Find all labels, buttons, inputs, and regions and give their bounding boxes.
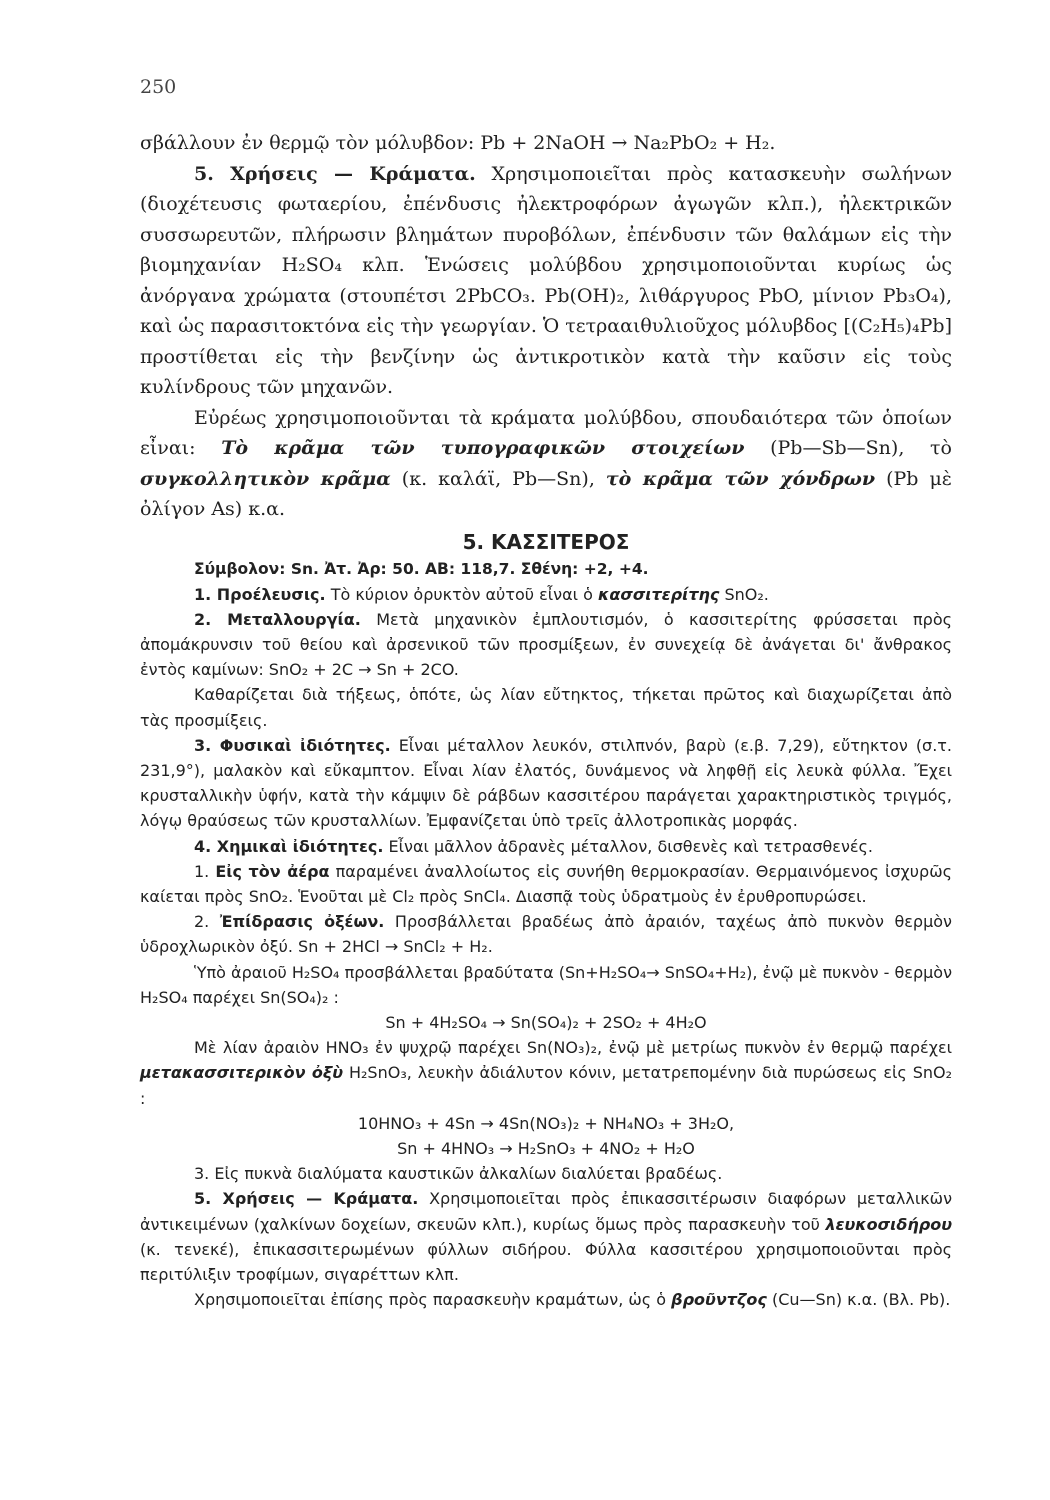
equation-nitric-1: 10HNO₃ + 4Sn → 4Sn(NO₃)₂ + NH₄NO₃ + 3H₂O,: [357, 1113, 735, 1133]
acid-text: Προσβάλλεται βραδέως ἀπὸ ἀραιόν, ταχέως ἀπὸ πυκνὸν θερμὸν ὑδροχλωρικὸν ὀξύ. Sn + 2HCl → SnCl₂ + H₂.: [140, 912, 952, 957]
origin-formula: SnO₂.: [719, 584, 769, 604]
lead-alloys-text: (Pb—Sb—Sn), τὸ: [744, 437, 952, 459]
page-body: [140, 128, 952, 1312]
metallurgy-heading: 2. Μεταλλουργία.: [194, 609, 361, 629]
chemical-paragraph: [140, 834, 952, 859]
lead-alloys-text: (Pb μὲ ὀλίγον As) κ.α.: [140, 467, 952, 520]
metallurgy-text: Μετὰ μηχανικὸν ἐμπλουτισμόν, ὁ κασσιτερίτης φρύσσεται πρὸς ἀπομάκρυνσιν τοῦ θείου καὶ ἀρσενικοῦ τῶν προσμίξεων, ἐν συνεχείᾳ δὲ ἀνάγεται δι' ἄνθρακος ἐντὸς καμίνων: SnO₂ + 2C → Sn + 2CO.: [140, 609, 953, 680]
nitric-paragraph: [140, 1035, 952, 1111]
emphasis-shot-alloy: τὸ κρᾶμα τῶν χόνδρων: [605, 467, 876, 490]
air-text: παραμένει ἀναλλοίωτος εἰς συνήθη θερμοκρασίαν. Θερμαινόμενος ἰσχυρῶς καίεται πρὸς SnO₂. Ἑνοῦται μὲ Cl₂ πρὸς SnCl₄. Διασπᾷ τοὺς ὑδρατμοὺς ἐν ἐρυθροπυρώσει.: [140, 861, 953, 906]
emphasis-type-metal: Τὸ κρᾶμα τῶν τυπογραφικῶν στοιχείων: [221, 437, 745, 459]
uses-heading: 5. Χρήσεις — Κράματα.: [194, 1189, 419, 1209]
origin-heading: 1. Προέλευσις.: [194, 584, 326, 604]
chemical-heading: 4. Χημικαὶ ἰδιότητες.: [194, 836, 384, 856]
emphasis-solder: συγκολλητικὸν κρᾶμα: [140, 467, 391, 490]
nitric-text: H₂SnO₃, λευκὴν ἀδιάλυτον κόνιν, μετατρεπομένην διὰ πυρώσεως εἰς SnO₂ :: [140, 1063, 953, 1108]
uses-text: Χρησιμοποιεῖται πρὸς ἐπικασσιτέρωσιν διαφόρων μεταλλικῶν ἀντικειμένων (χαλκίνων δοχείων, σκευῶν κλπ.), κυρίως ὅμως πρὸς παρασκευὴν τοῦ: [140, 1189, 953, 1234]
emphasis-cassiterite: κασσιτερίτης: [598, 584, 720, 604]
uses-paragraph: [140, 1186, 952, 1287]
equation-sulfuric: Sn + 4H₂SO₄ → Sn(SO₄)₂ + 2SO₂ + 4H₂O: [385, 1012, 707, 1032]
lead-alloys-paragraph: [140, 403, 952, 525]
equation-nitric-2: Sn + 4HNO₃ → H₂SnO₃ + 4NO₂ + H₂O: [397, 1138, 695, 1158]
lead-uses-text: Χρησιμοποιεῖται πρὸς κατασκευὴν σωλήνων (διοχέτευσις φωταερίου, ἐπένδυσις ἠλεκτροφόρων ἀγωγῶν κλπ.), ἠλεκτρικῶν συσσωρευτῶν, πλήρωσιν βλημάτων πυροβόλων, ἐπένδυσιν τῶν θαλάμων εἰς τὴν βιομηχανίαν H₂SO₄ κλπ. Ἑνώσεις μολύβδου χρησιμοποιοῦνται κυρίως ὡς ἀνόργανα χρώματα (στουπέτσι 2PbCO₃. Pb(OH)₂, λιθάργυρος PbO, μίνιον Pb₃O₄), καὶ ὡς παρασιτοκτόνα εἰς τὴν γεωργίαν. Ὁ τετρααιθυλιοῦχος μόλυβδος [(C₂H₅)₄Pb] προστίθεται εἰς τὴν βενζίνην ὡς ἀντικροτικὸν κατὰ τὴν καῦσιν εἰς τοὺς κυλίνδρους τῶν μηχανῶν.: [140, 162, 952, 398]
emphasis-tinplate: λευκοσιδήρου: [825, 1214, 952, 1234]
origin-text: Τὸ κύριον ὀρυκτὸν αὐτοῦ εἶναι ὁ: [325, 584, 598, 604]
acid-paragraph: [140, 909, 952, 959]
metallurgy-paragraph: [140, 607, 952, 683]
acid-number: 2.: [194, 912, 220, 932]
alkali-paragraph: 3. Εἰς πυκνὰ διαλύματα καυστικῶν ἀλκαλίων διαλύεται βραδέως.: [194, 1164, 723, 1184]
chemical-text: Εἶναι μᾶλλον ἀδρανὲς μέταλλον, δισθενὲς καὶ τετρασθενές.: [383, 836, 874, 856]
bronze-paragraph: [140, 1287, 952, 1312]
nitric-text: Μὲ λίαν ἀραιὸν HNO₃ ἐν ψυχρῷ παρέχει Sn(NO₃)₂, ἐνῷ μὲ μετρίως πυκνὸν ἐν θερμῷ παρέχει: [194, 1038, 952, 1058]
air-number: 1.: [194, 861, 216, 881]
sulfuric-paragraph: Ὑπὸ ἀραιοῦ H₂SO₄ προσβάλλεται βραδύτατα (Sn+H₂SO₄→ SnSO₄+H₂), ἐνῷ μὲ πυκνὸν - θερμὸν H₂SO₄ παρέχει Sn(SO₄)₂ :: [140, 962, 952, 1007]
section-title: 5. ΚΑΣΣΙΤΕΡΟΣ: [462, 529, 630, 554]
lead-alloys-text: (κ. καλάϊ, Pb—Sn),: [390, 467, 606, 490]
bronze-text: Χρησιμοποιεῖται ἐπίσης πρὸς παρασκευὴν κραμάτων, ὡς ὁ: [194, 1290, 672, 1310]
metallurgy-refining: Καθαρίζεται διὰ τήξεως, ὁπότε, ὡς λίαν εὔτηκτος, τήκεται πρῶτος καὶ διαχωρίζεται ἀπὸ τὰς προσμίξεις.: [140, 685, 952, 730]
air-heading: Εἰς τὸν ἀέρα: [215, 861, 330, 881]
emphasis-metastannic-acid: μετακασσιτερικὸν ὀξὺ: [140, 1063, 344, 1083]
page-number: 250: [140, 76, 177, 98]
acid-heading: Ἐπίδρασις ὀξέων.: [219, 912, 385, 932]
air-paragraph: [140, 859, 952, 909]
lead-alloys-text: Εὐρέως χρησιμοποιοῦνται τὰ κράματα μολύβδου, σπουδαιότερα τῶν ὁποίων εἶναι:: [140, 406, 952, 459]
emphasis-bronze: βροῦντζος: [671, 1290, 767, 1310]
lead-uses-heading: 5. Χρήσεις — Κράματα.: [194, 162, 476, 185]
symbol-line: Σύμβολον: Sn. Ἀτ. Ἀρ: 50. ΑΒ: 118,7. Σθένη: +2, +4.: [194, 559, 649, 578]
physical-paragraph: [140, 733, 952, 834]
physical-text: Εἶναι μέταλλον λευκόν, στιλπνόν, βαρὺ (ε.β. 7,29), εὔτηκτον (σ.τ. 231,9°), μαλακὸν καὶ εὔκαμπτον. Εἶναι λίαν ἐλατός, δυνάμενος νὰ ληφθῇ εἰς λευκὰ φύλλα. Ἔχει κρυσταλλικὴν ὑφήν, κατὰ τὴν κάμψιν δὲ ράβδων κασσιτέρου παράγεται χαρακτηριστικὸς τριγμός, λόγῳ θραύσεως τῶν κρυσταλλίων. Ἐμφανίζεται ὑπὸ τρεῖς ἀλλοτροπικὰς μορφάς.: [140, 735, 953, 831]
lead-continuation: σβάλλουν ἐν θερμῷ τὸν μόλυβδον: Pb + 2NaOH → Na₂PbO₂ + H₂.: [140, 132, 776, 154]
physical-heading: 3. Φυσικαὶ ἰδιότητες.: [194, 735, 391, 755]
origin-paragraph: [140, 582, 952, 607]
lead-uses-paragraph: [140, 159, 952, 403]
uses-text: (κ. τενεκέ), ἐπικασσιτερωμένων φύλλων σιδήρου. Φύλλα κασσιτέρου χρησιμοποιοῦνται πρὸς περιτύλιξιν τροφίμων, σιγαρέττων κλπ.: [140, 1239, 952, 1284]
bronze-text: (Cu—Sn) κ.α. (Βλ. Pb).: [766, 1290, 951, 1310]
